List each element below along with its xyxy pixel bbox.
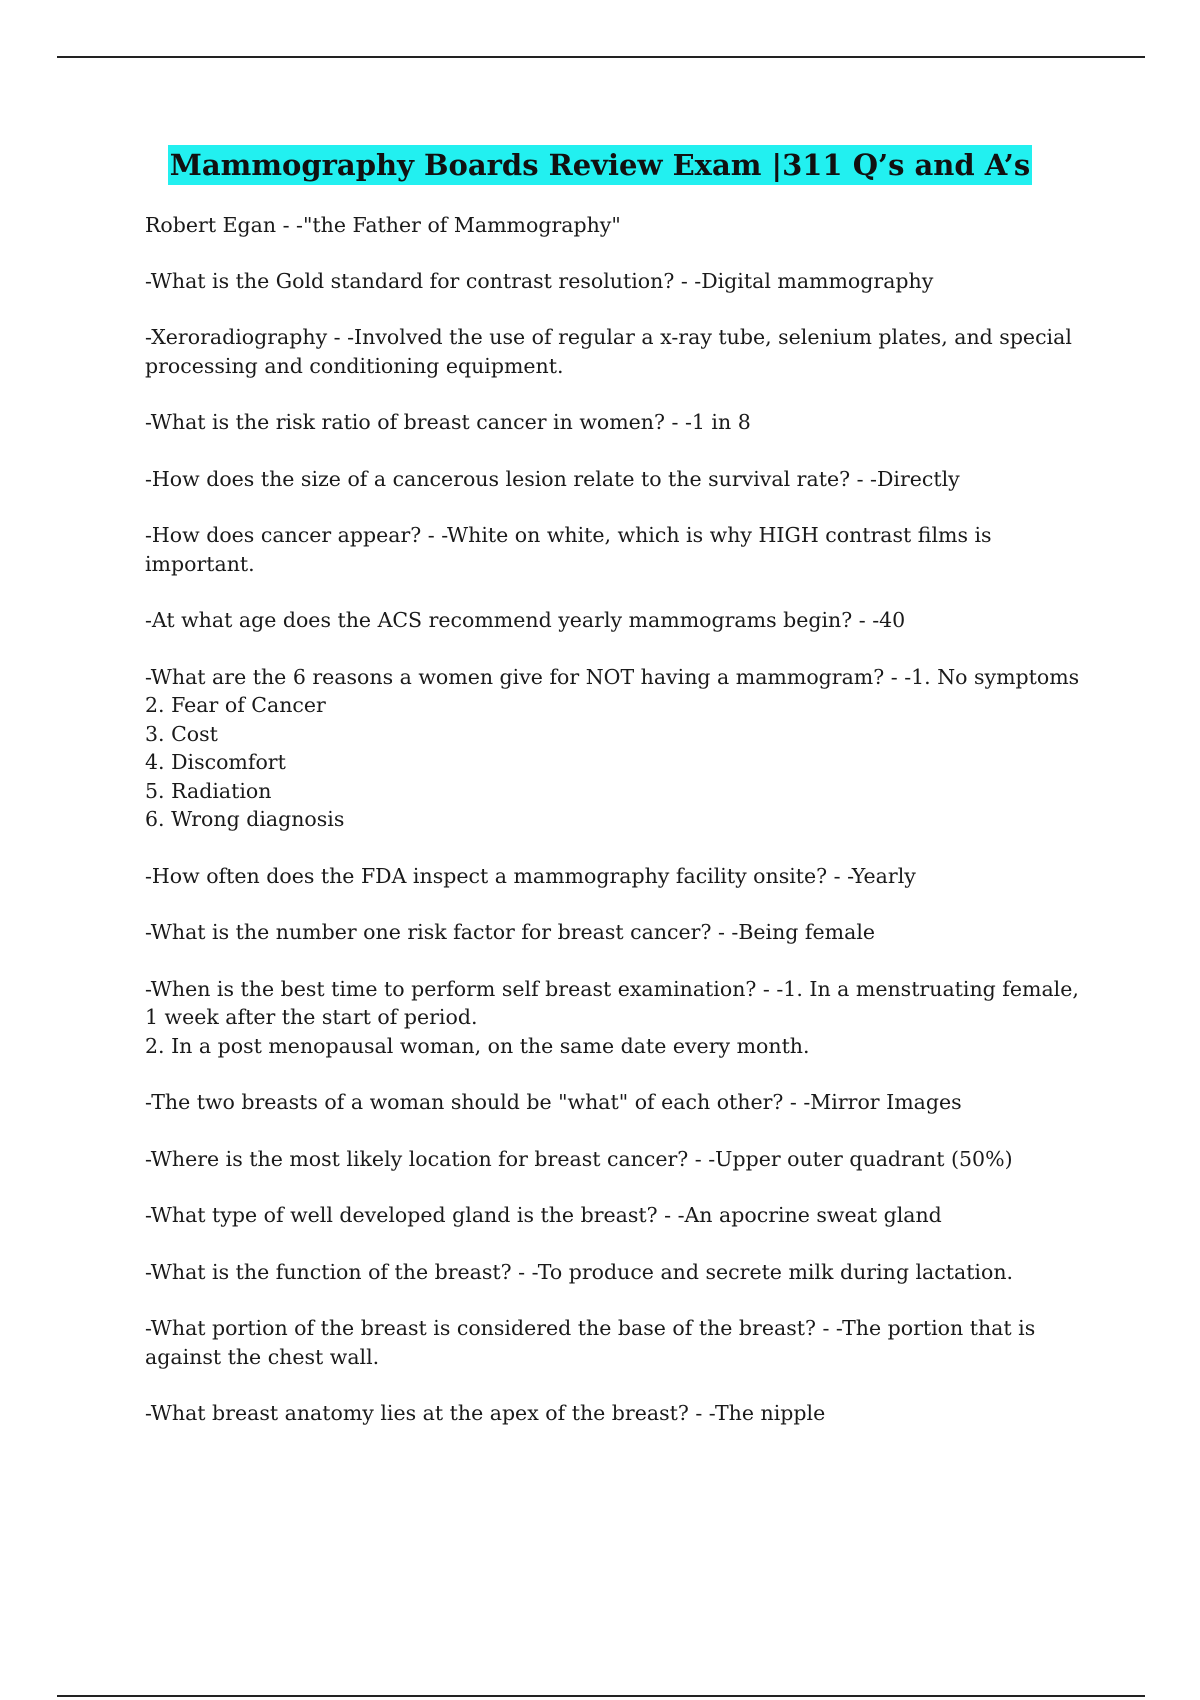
qa-entry-5: -How does cancer appear? - -White on white, which is why HIGH contrast films is important.: [145, 523, 992, 576]
top-rule: [57, 56, 1145, 58]
qa-entry-4: -How does the size of a cancerous lesion relate to the survival rate? - -Directly: [145, 466, 960, 491]
qa-entry-10: -When is the best time to perform self breast examination? - -1. In a menstruating female, 1 week after the start of period. 2. In a post menopausal woman, on the same date every month.: [145, 976, 1079, 1058]
qa-entry-7: -What are the 6 reasons a women give for NOT having a mammogram? - -1. No symptoms 2. Fear of Cancer 3. Cost 4. Discomfort 5. Radiation 6. Wrong diagnosis: [145, 664, 1080, 831]
qa-entry-14: -What is the function of the breast? - -To produce and secrete milk during lactation.: [145, 1259, 1014, 1284]
qa-entry-9: -What is the number one risk factor for breast cancer? - -Being female: [145, 920, 876, 944]
qa-entry-0: Robert Egan - -"the Father of Mammography": [145, 213, 621, 237]
qa-entry-1: -What is the Gold standard for contrast resolution? - -Digital mammography: [145, 268, 934, 293]
qa-content: [145, 211, 1085, 1456]
qa-entry-6: -At what age does the ACS recommend yearly mammograms begin? - -40: [145, 608, 906, 632]
qa-entry-2: -Xeroradiography - -Involved the use of regular a x-ray tube, selenium plates, and special processing and conditioning equipment.: [145, 325, 1072, 378]
qa-entry-3: -What is the risk ratio of breast cancer in women? - -1 in 8: [145, 410, 751, 434]
bottom-rule: [57, 1695, 1145, 1697]
title-container: [0, 145, 1200, 185]
page-title: Mammography Boards Review Exam |311 Q’s and A’s: [168, 145, 1032, 185]
qa-entry-13: -What type of well developed gland is the breast? - -An apocrine sweat gland: [145, 1203, 942, 1227]
qa-entry-16: -What breast anatomy lies at the apex of the breast? - -The nipple: [145, 1401, 826, 1425]
qa-entry-15: -What portion of the breast is considered the base of the breast? - -The portion that is against the chest wall.: [145, 1316, 1036, 1369]
qa-entry-8: -How often does the FDA inspect a mammography facility onsite? - -Yearly: [145, 863, 916, 888]
qa-entry-11: -The two breasts of a woman should be "what" of each other? - -Mirror Images: [145, 1090, 962, 1114]
qa-entry-12: -Where is the most likely location for breast cancer? - -Upper outer quadrant (50%): [145, 1146, 1013, 1171]
